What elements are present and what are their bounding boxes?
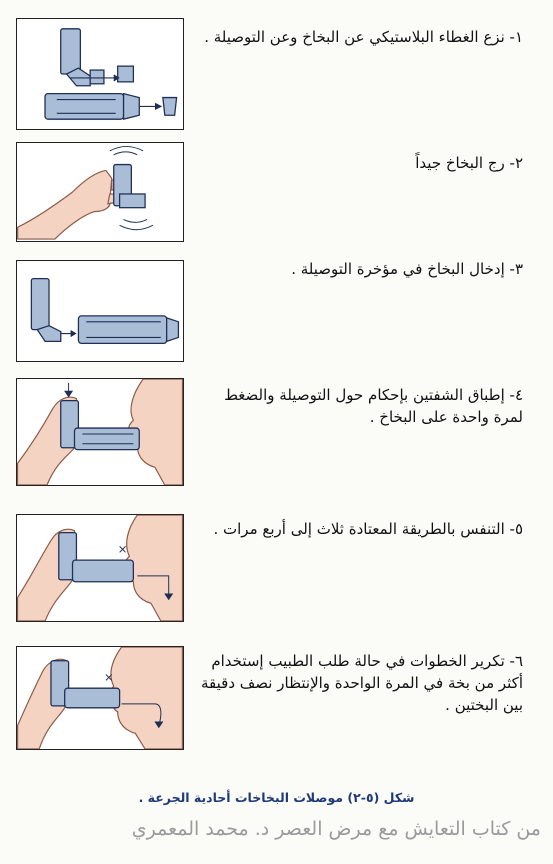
step-2-text: ٢- رج البخاخ جيداً — [415, 154, 523, 172]
step-6-text: ٦- تكرير الخطوات في حالة طلب الطبيب إستخدام أكثر من بخة في المرة الواحدة والإنتظار نصف دقيقة بين البختين . — [201, 652, 523, 714]
step-5-text: ٥- التنفس بالطريقة المعتادة ثلاث إلى أربع مرات . — [213, 520, 523, 538]
step-1-text: ١- نزع الغطاء البلاستيكي عن البخاخ وعن التوصيلة . — [204, 28, 523, 46]
step-6-illustration — [16, 646, 184, 750]
figure-caption: شكل (٥-٢) موصلات البخاخات أحادية الجرعة . — [138, 790, 415, 805]
book-credit: من كتاب التعايش مع مرض العصر د. محمد المعمري — [131, 818, 541, 840]
step-5-illustration — [16, 514, 184, 622]
step-3-illustration — [16, 260, 184, 362]
step-1-illustration — [16, 18, 184, 130]
step-3-text: ٣- إدخال البخاخ في مؤخرة التوصيلة . — [291, 260, 523, 278]
step-4-text: ٤- إطباق الشفتين بإحكام حول التوصيلة والضغط لمرة واحدة على البخاخ . — [224, 386, 523, 426]
step-2-illustration — [16, 142, 184, 242]
step-4-illustration — [16, 378, 184, 486]
